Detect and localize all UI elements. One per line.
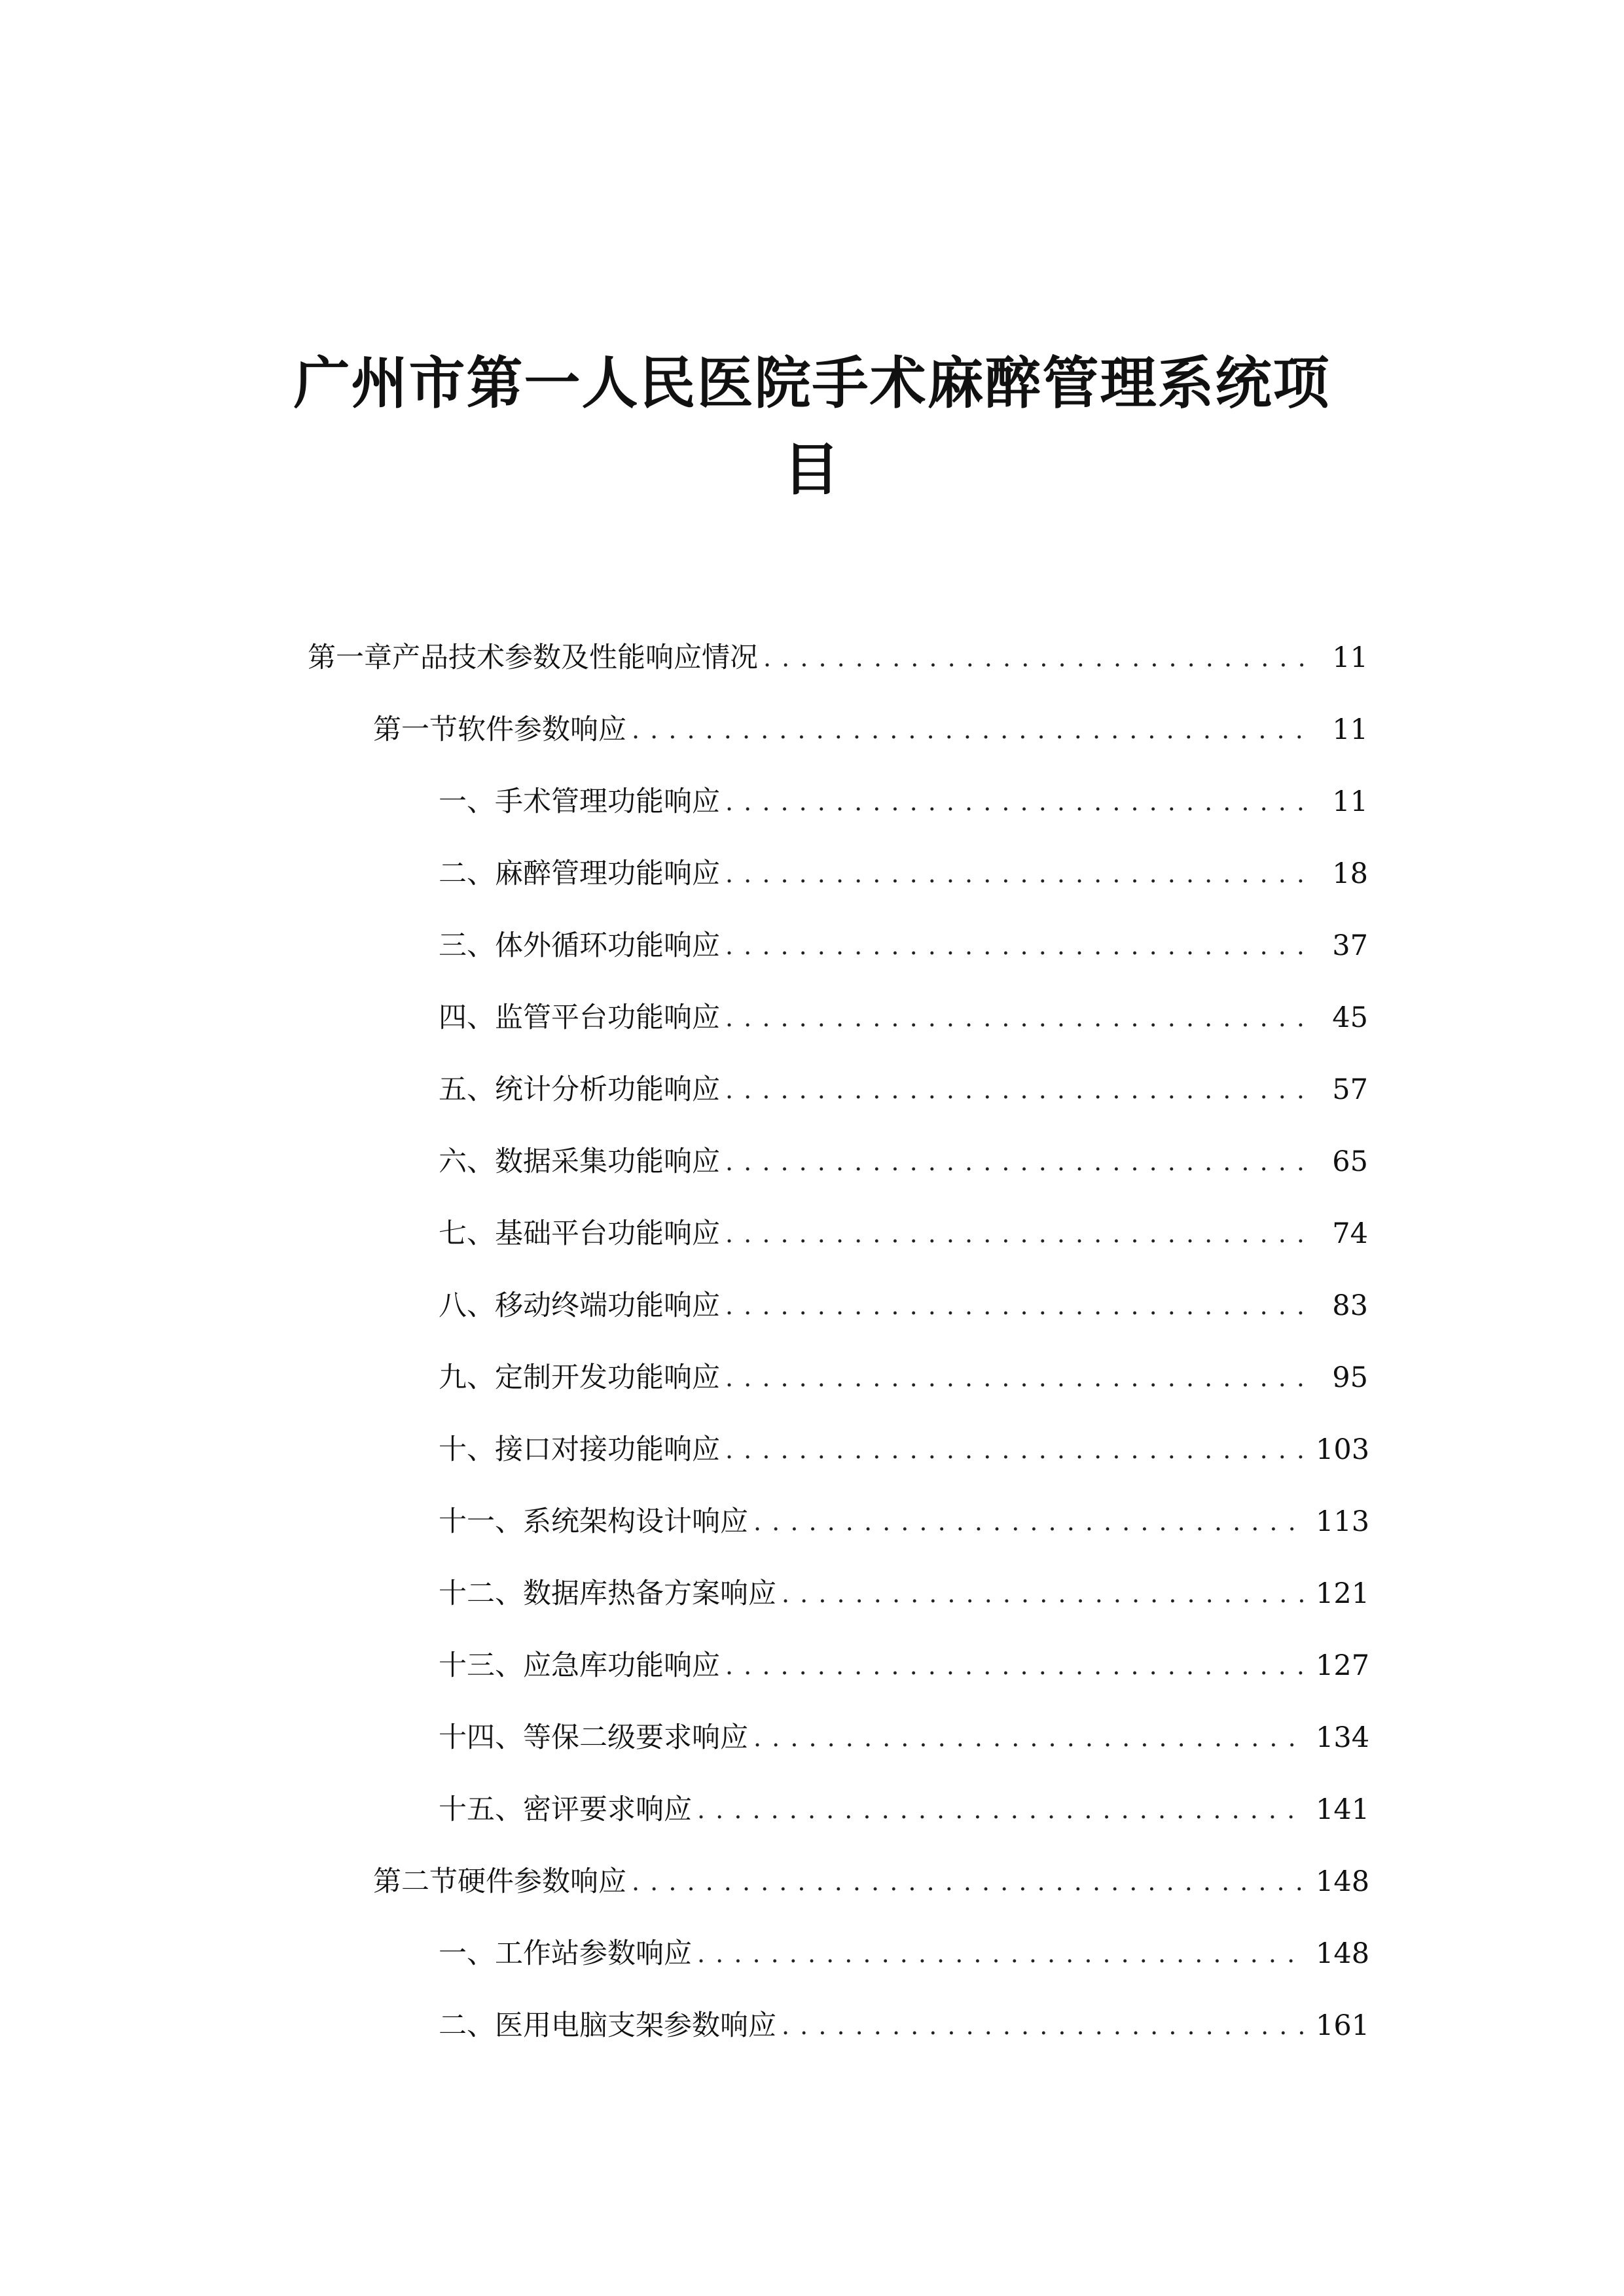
toc-entry-item-12[interactable]: [439, 1574, 1368, 1613]
toc-entry-number: 十二、: [439, 1577, 523, 1610]
toc-entry-page: 113: [1316, 1505, 1370, 1538]
toc-dot-leader: [725, 1214, 1304, 1253]
toc-entry-item-14[interactable]: [439, 1718, 1368, 1757]
toc-entry-title: 体外循环功能响应: [495, 929, 720, 962]
toc-entry-section-1[interactable]: [373, 710, 1368, 749]
toc-entry-title: 数据采集功能响应: [495, 1145, 720, 1178]
toc-entry-number: 九、: [439, 1361, 495, 1394]
toc-entry-title: 手术管理功能响应: [495, 785, 720, 818]
toc-dot-leader: [753, 1718, 1304, 1757]
toc-dot-leader: [782, 2006, 1304, 2045]
toc-entry-title: 移动终端功能响应: [495, 1289, 720, 1322]
toc-entry-number: 第一章: [308, 641, 392, 674]
toc-entry-page: 11: [1332, 713, 1368, 746]
toc-entry-hw-item-2[interactable]: [439, 2006, 1368, 2045]
toc-entry-item-2[interactable]: [439, 854, 1368, 893]
toc-entry-item-3[interactable]: [439, 926, 1368, 965]
toc-entry-number: 第二节: [373, 1865, 458, 1898]
toc-entry-page: 103: [1316, 1433, 1370, 1466]
toc-entry-number: 二、: [439, 857, 495, 890]
toc-entry-item-8[interactable]: [439, 1286, 1368, 1325]
toc-entry-number: 十一、: [439, 1505, 523, 1538]
toc-entry-number: 八、: [439, 1289, 495, 1322]
toc-dot-leader: [725, 782, 1304, 821]
toc-entry-chapter-1[interactable]: [308, 638, 1368, 677]
toc-dot-leader: [782, 1574, 1304, 1613]
toc-entry-number: 七、: [439, 1217, 495, 1250]
toc-entry-number: 六、: [439, 1145, 495, 1178]
toc-entry-title: 系统架构设计响应: [523, 1505, 748, 1538]
toc-entry-page: 141: [1316, 1793, 1370, 1826]
toc-entry-page: 148: [1316, 1937, 1370, 1970]
toc-entry-title: 软件参数响应: [458, 713, 626, 746]
toc-entry-item-10[interactable]: [439, 1430, 1368, 1469]
toc-entry-title: 数据库热备方案响应: [523, 1577, 776, 1610]
toc-dot-leader: [632, 710, 1304, 749]
toc-entry-page: 134: [1316, 1721, 1370, 1754]
toc-entry-hw-item-1[interactable]: [439, 1934, 1368, 1973]
toc-entry-item-15[interactable]: [439, 1790, 1368, 1829]
toc-entry-number: 三、: [439, 929, 495, 962]
toc-entry-item-5[interactable]: [439, 1070, 1368, 1109]
toc-entry-item-9[interactable]: [439, 1358, 1368, 1397]
toc-entry-number: 十、: [439, 1433, 495, 1466]
toc-entry-page: 18: [1332, 857, 1368, 890]
toc-entry-page: 95: [1332, 1361, 1368, 1394]
toc-entry-number: 第一节: [373, 713, 458, 746]
toc-dot-leader: [725, 1358, 1304, 1397]
toc-entry-page: 121: [1316, 1577, 1370, 1610]
toc-entry-page: 74: [1332, 1217, 1368, 1250]
toc-entry-section-2[interactable]: [373, 1862, 1368, 1901]
toc-entry-title: 基础平台功能响应: [495, 1217, 720, 1250]
toc-entry-title: 监管平台功能响应: [495, 1001, 720, 1034]
toc-entry-title: 医用电脑支架参数响应: [495, 2009, 776, 2042]
toc-entry-item-13[interactable]: [439, 1646, 1368, 1685]
toc-entry-title: 接口对接功能响应: [495, 1433, 720, 1466]
toc-entry-title: 工作站参数响应: [495, 1937, 692, 1970]
toc-entry-page: 11: [1332, 641, 1368, 674]
toc-entry-number: 二、: [439, 2009, 495, 2042]
toc-entry-number: 五、: [439, 1073, 495, 1106]
toc-dot-leader: [725, 1430, 1304, 1469]
toc-dot-leader: [725, 1286, 1304, 1325]
toc-dot-leader: [632, 1862, 1304, 1901]
toc-entry-page: 65: [1332, 1145, 1368, 1178]
toc-entry-item-11[interactable]: [439, 1502, 1368, 1541]
toc-dot-leader: [725, 1142, 1304, 1181]
toc-entry-title: 应急库功能响应: [523, 1649, 720, 1682]
toc-entry-title: 等保二级要求响应: [523, 1721, 748, 1754]
toc-dot-leader: [697, 1934, 1304, 1973]
toc-dot-leader: [725, 998, 1304, 1037]
toc-entry-number: 十五、: [439, 1793, 523, 1826]
toc-dot-leader: [725, 1646, 1304, 1685]
toc-entry-number: 一、: [439, 785, 495, 818]
toc-entry-title: 定制开发功能响应: [495, 1361, 720, 1394]
toc-entry-title: 密评要求响应: [523, 1793, 692, 1826]
toc-entry-item-1[interactable]: [439, 782, 1368, 821]
toc-entry-title: 麻醉管理功能响应: [495, 857, 720, 890]
toc-entry-page: 161: [1316, 2009, 1370, 2042]
toc-dot-leader: [725, 926, 1304, 965]
toc-entry-page: 127: [1316, 1649, 1370, 1682]
toc-entry-page: 57: [1332, 1073, 1368, 1106]
document-title-line-2: 目: [783, 437, 841, 503]
toc-entry-title: 硬件参数响应: [458, 1865, 626, 1898]
toc-entry-item-6[interactable]: [439, 1142, 1368, 1181]
toc-dot-leader: [697, 1790, 1304, 1829]
toc-entry-number: 一、: [439, 1937, 495, 1970]
document-title: [196, 340, 1428, 513]
toc-entry-title: 统计分析功能响应: [495, 1073, 720, 1106]
toc-entry-page: 83: [1332, 1289, 1368, 1322]
toc-dot-leader: [753, 1502, 1304, 1541]
toc-entry-item-4[interactable]: [439, 998, 1368, 1037]
document-title-line-1: 广州市第一人民医院手术麻醉管理系统项: [293, 351, 1331, 416]
toc-entry-page: 45: [1332, 1001, 1368, 1034]
toc-dot-leader: [725, 854, 1304, 893]
toc-entry-number: 四、: [439, 1001, 495, 1034]
toc-dot-leader: [725, 1070, 1304, 1109]
toc-entry-page: 148: [1316, 1865, 1370, 1898]
toc-entry-item-7[interactable]: [439, 1214, 1368, 1253]
toc-entry-title: 产品技术参数及性能响应情况: [392, 641, 758, 674]
toc-dot-leader: [763, 638, 1304, 677]
toc-entry-number: 十三、: [439, 1649, 523, 1682]
toc-entry-page: 11: [1332, 785, 1368, 818]
toc-entry-page: 37: [1332, 929, 1368, 962]
toc-entry-number: 十四、: [439, 1721, 523, 1754]
